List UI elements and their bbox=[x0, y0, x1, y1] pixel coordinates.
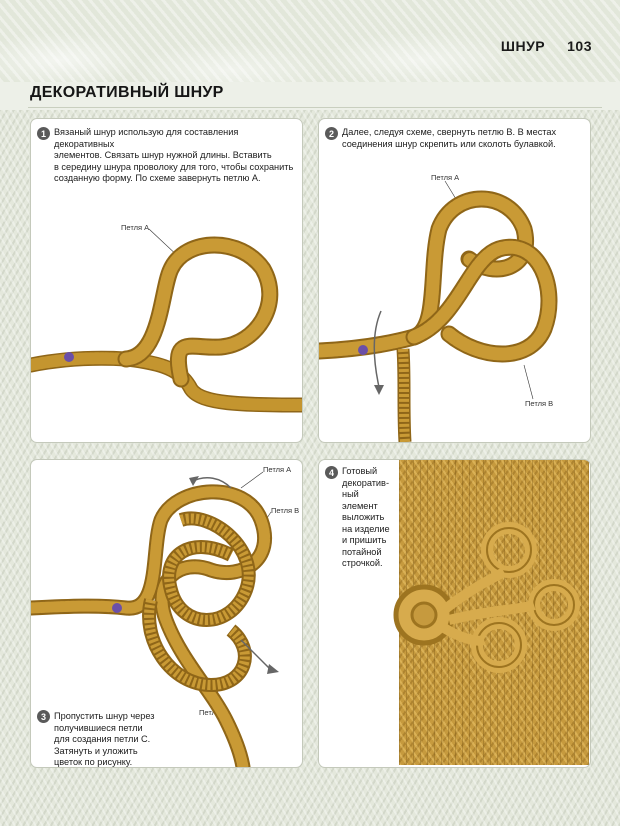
step-4-panel bbox=[318, 459, 591, 768]
label-loop-a: Петля А bbox=[431, 173, 460, 182]
step-2-number: 2 bbox=[325, 127, 338, 140]
label-loop-b: Петля В bbox=[525, 399, 554, 408]
pin-icon bbox=[64, 352, 74, 362]
label-loop-a: Петля А bbox=[121, 223, 150, 232]
page-number: 103 bbox=[567, 38, 592, 54]
label-loop-b: Петля В bbox=[271, 506, 300, 515]
step-3-number: 3 bbox=[37, 710, 50, 723]
step-1-illustration bbox=[31, 119, 302, 442]
pin-icon bbox=[112, 603, 122, 613]
section-title: ШНУР bbox=[500, 38, 546, 54]
label-loop-a: Петля А bbox=[263, 465, 292, 474]
step-2-illustration bbox=[319, 119, 590, 442]
step-3-text: Пропустить шнур через получившиеся петли для создания петли С. Затянуть и уложить цветок по рисунку. bbox=[54, 711, 155, 767]
step-4-number: 4 bbox=[325, 466, 338, 479]
label-loop-c: Петля С bbox=[199, 708, 228, 717]
page-title: ДЕКОРАТИВНЫЙ ШНУР bbox=[30, 84, 224, 101]
step-1-panel bbox=[30, 118, 303, 443]
pin-icon bbox=[358, 345, 368, 355]
step-1-number: 1 bbox=[37, 127, 50, 140]
step-2-text: Далее, следуя схеме, свернуть петлю В. В местах соединения шнур скрепить или сколоть булавкой. bbox=[342, 127, 557, 149]
step-2-panel bbox=[318, 118, 591, 443]
step-4-text: Готовый декоратив- ный элемент выложить на изделие и пришить потайной строчкой. bbox=[342, 466, 390, 568]
step-3-panel bbox=[30, 459, 303, 768]
step-1-text: Вязаный шнур использую для составления декоративных элементов. Связать шнур нужной длины. Вставить в середину шнура проволоку для того, чтобы сохранить созданную форму. По схеме завернуть петлю А. bbox=[54, 127, 294, 183]
page-header bbox=[501, 38, 592, 54]
